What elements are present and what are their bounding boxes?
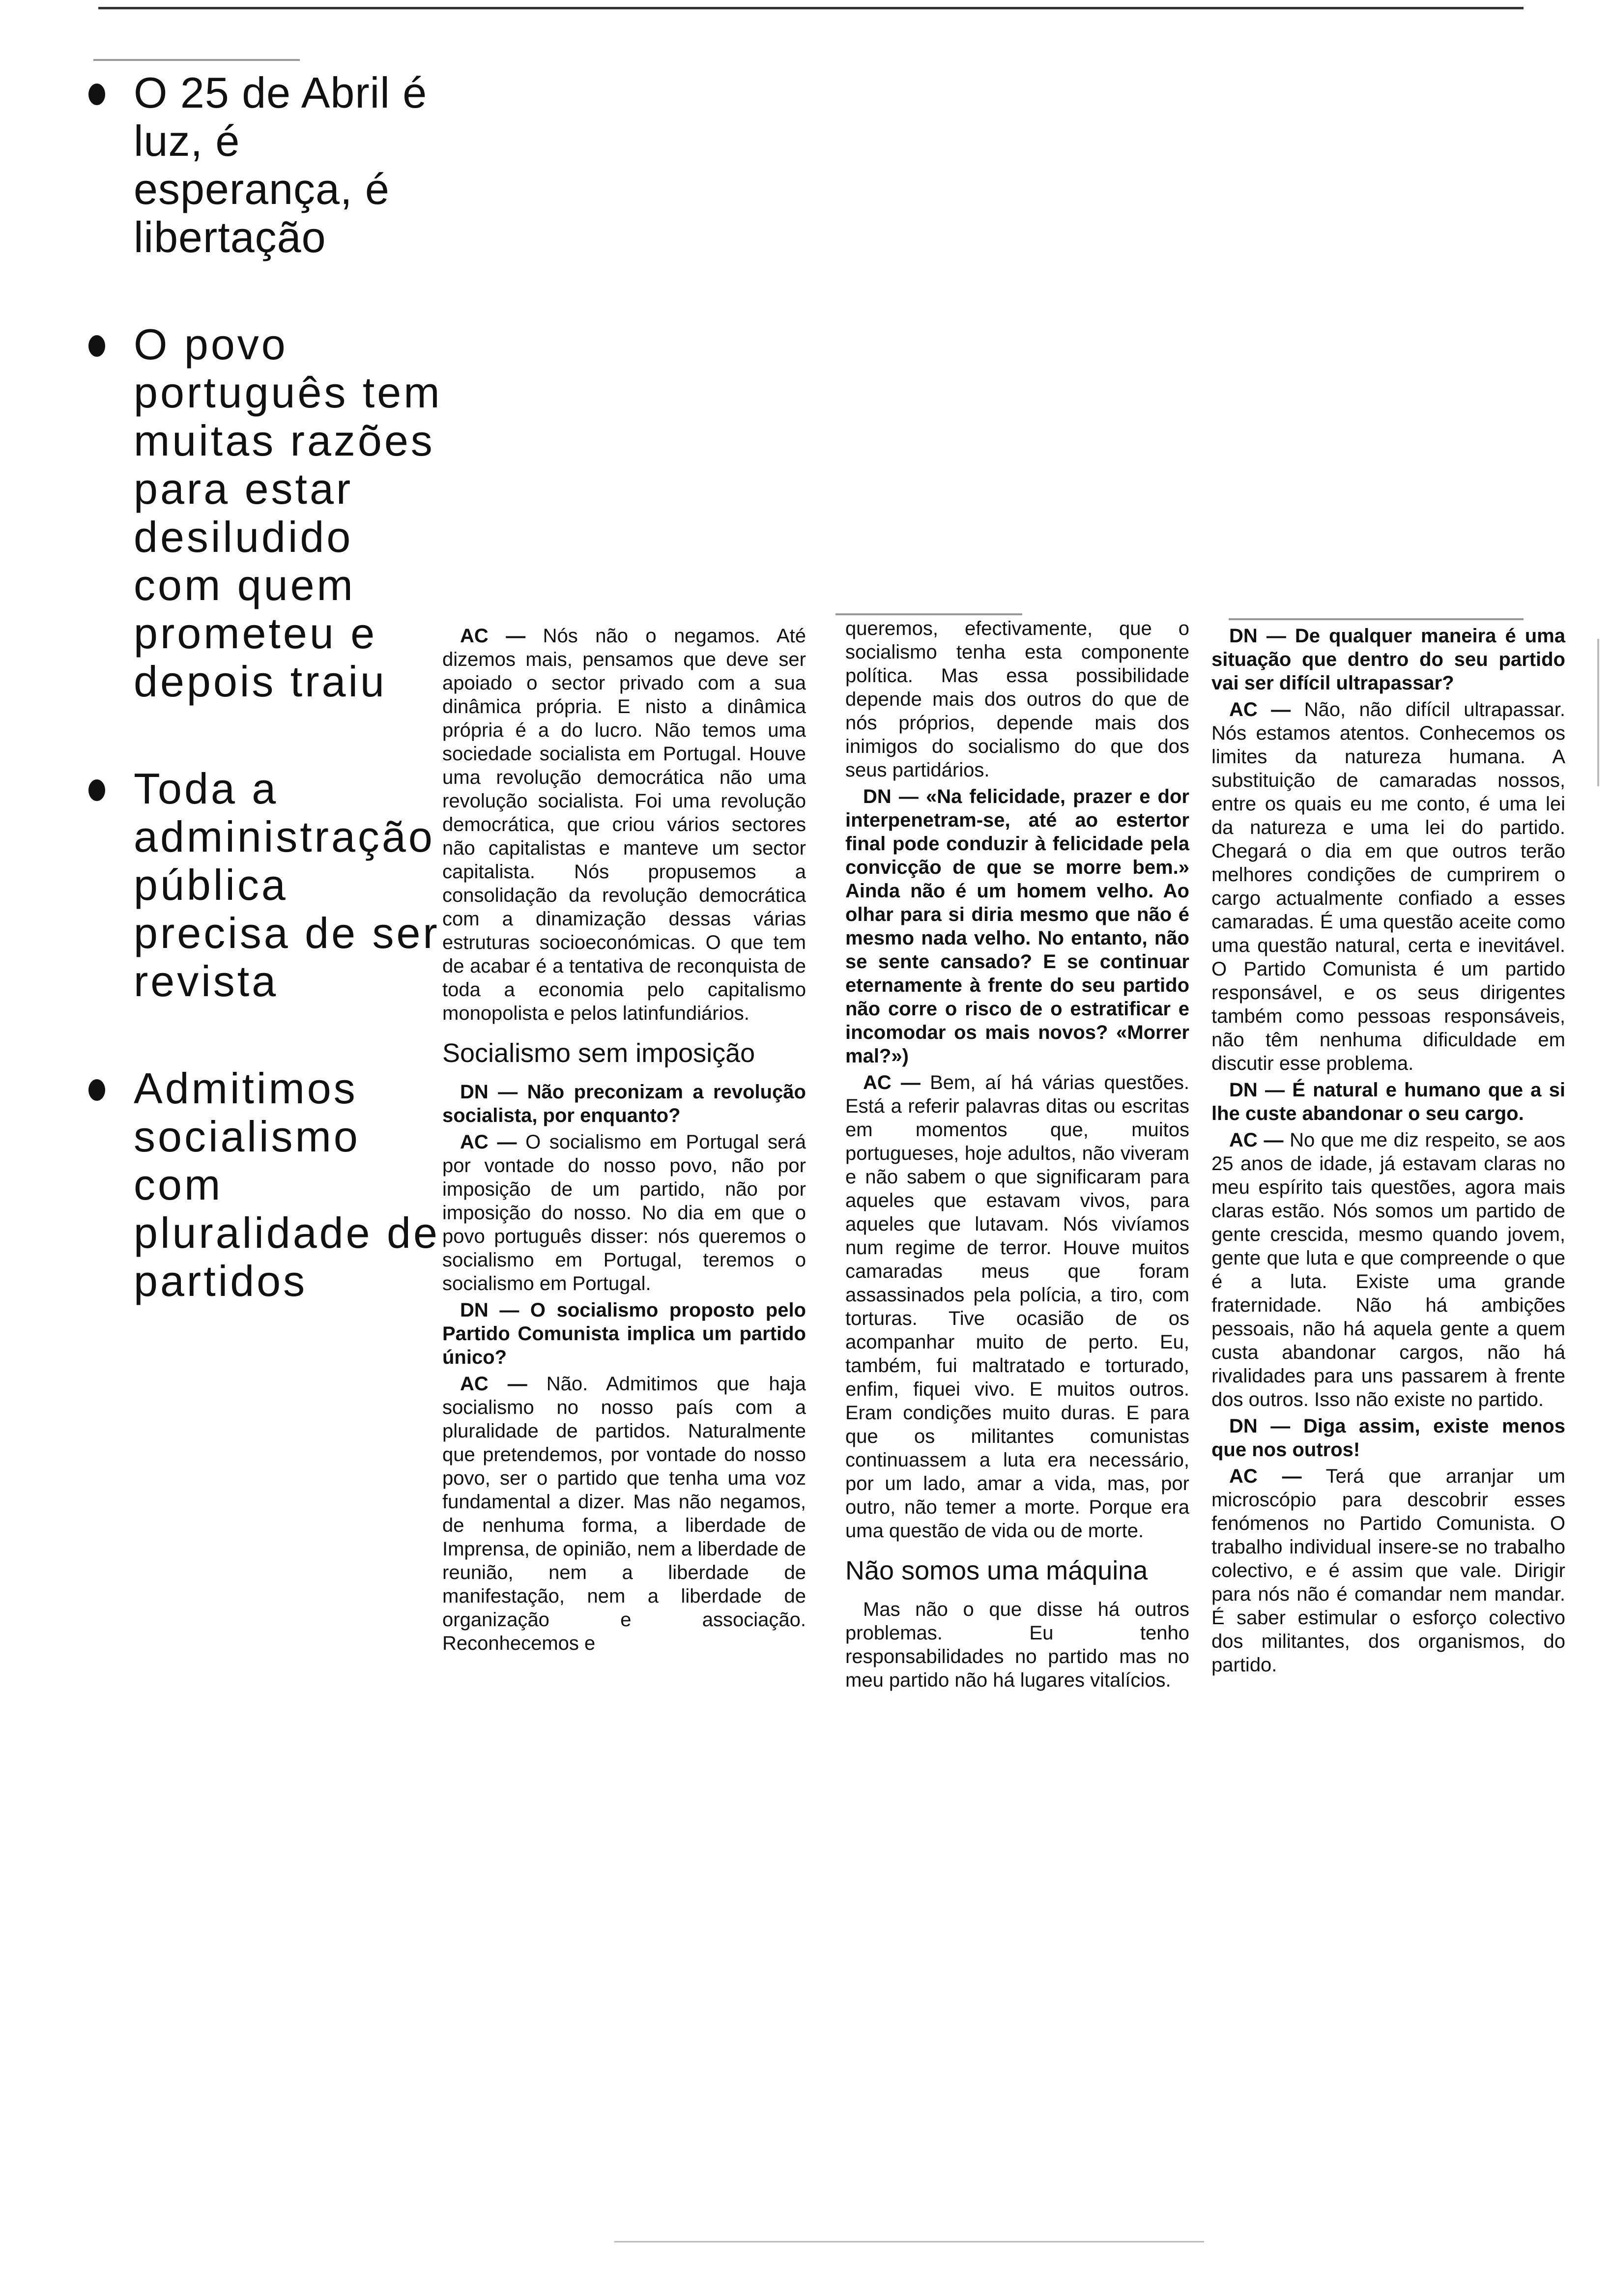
article-column-2 [845,617,1189,1695]
pull-quote [88,320,442,706]
question-paragraph [845,785,1189,1068]
scan-speck [835,613,1022,615]
answer-paragraph [442,1372,806,1655]
answer-text: Não. Admitimos que haja socialismo no nosso país com a pluralidade de partidos. Naturalmente que pretendemos, por vontade do nosso povo, ser o partido que tenha uma voz fundamental a dizer. Mas não negamos, de nenhuma forma, a liberdade de Imprensa, de opinião, nem a liberdade de reunião, nem a liberdade de manifestação, nem a liberdade de organização e associação. Reconhecemos e [442,1373,806,1654]
bullet-icon [88,84,105,105]
subheading: Não somos uma máquina [845,1556,1148,1585]
question-text: De qualquer maneira é uma situação que dentro do seu partido vai ser difícil ultrapassar? [1211,625,1565,694]
question-paragraph [442,1080,806,1127]
scan-speck [1229,618,1524,620]
speaker-label: AC — [1229,1465,1302,1487]
answer-paragraph [1211,1128,1565,1411]
speaker-label: AC — [460,1373,527,1395]
speaker-label: DN — [1229,1079,1285,1101]
pull-quote [88,1064,442,1305]
pull-quote [88,69,442,261]
speaker-label: DN — [1229,1415,1291,1437]
question-text: Diga assim, existe menos que nos outros! [1211,1415,1565,1461]
question-text: «Na felicidade, prazer e dor interpenetram-se, até ao estertor final pode conduzir à felicidade pela convicção de que se morre bem.» Ainda não é um homem velho. Ao olhar para si diria mesmo que não é mesmo nada velho. No entanto, não se sente cansado? E se continuar eternamente à frente do seu partido não corre o risco de o estratificar e incomodar os mais novos? «Morrer mal?») [845,786,1189,1067]
pull-quote-text: O 25 de Abril é luz, é esperança, é libertação [134,68,428,261]
question-paragraph [1211,1414,1565,1462]
question-paragraph [1211,624,1565,695]
body-paragraph: Mas não o que disse há outros problemas. Eu tenho responsabilidades no partido mas no meu partido não há lugares vitalícios. [845,1599,1189,1691]
pull-quote-text: O povo português tem muitas razões para estar desiludido com quem prometeu e depois traiu [134,320,442,706]
answer-text: Nós não o negamos. Até dizemos mais, pensamos que deve ser apoiado o sector privado com a sua dinâmica própria. E nisto a dinâmica própria é a do lucro. Não temos uma sociedade socialista em Portugal. Houve uma revolução democrática não uma revolução socialista. Foi uma revolução democrática, que criou vários sectores não capitalistas e manteve um sector capitalista. Nós propusemos a consolidação da revolução democrática com a dinamização dessas várias estruturas socioeconómicas. O que tem de acabar é a tentativa de reconquista de toda a economia pelo capitalismo monopolista e pelos latinfundiários. [442,625,806,1024]
speaker-label: AC — [1229,1129,1284,1151]
pull-quote-text: Toda a administração pública precisa de ser revista [134,764,440,1005]
question-text: O socialismo proposto pelo Partido Comunista implica um partido único? [442,1299,806,1368]
answer-paragraph [442,1130,806,1295]
answer-text: Bem, aí há várias questões. Está a referir palavras ditas ou escritas em momentos que, muitos portugueses, hoje adultos, não viveram e não sabem o que significaram para aqueles que estavam vivos, para aqueles que lutavam. Nós vivíamos num regime de terror. Houve muitos camaradas meus que foram assassinados pela polícia, a tiro, com torturas. Tive ocasião de os acompanhar muito de perto. Eu, também, fui maltratado e torturado, enfim, fiquei vivo. E muitos outros. Eram condições muito duras. E para que os militantes comunistas continuassem a luta era necessário, por um lado, amar a vida, mas, por outro, não temer a morte. Porque era uma questão de vida ou de morte. [845,1072,1189,1542]
continued-paragraph: queremos, efectivamente, que o socialismo tenha esta componente política. Mas essa possibilidade depende mais dos outros do que de nós próprios, depende mais dos inimigos do socialismo do que dos seus partidários. [845,618,1189,781]
question-paragraph [442,1298,806,1369]
subheading: Socialismo sem imposição [442,1038,755,1068]
speaker-label: DN — [460,1081,518,1103]
speaker-label: AC — [460,1131,517,1153]
pull-quote-text: Admitimos socialismo com pluralidade de partidos [134,1064,440,1305]
speaker-label: AC — [460,625,526,647]
scan-speck [93,59,300,61]
top-rule [98,7,1524,9]
answer-text: O socialismo em Portugal será por vontade do nosso povo, não por imposição de um partido, não por imposição do nosso. No dia em que o povo português disser: nós queremos o socialismo em Portugal, teremos o socialismo em Portugal. [442,1131,806,1294]
speaker-label: DN — [863,786,919,807]
answer-paragraph [1211,1464,1565,1677]
speaker-label: AC — [863,1072,921,1093]
scan-speck [1597,639,1599,786]
answer-paragraph [1211,698,1565,1075]
bullet-icon [88,1079,105,1101]
scan-speck [614,2241,1204,2242]
bullet-icon [88,335,105,357]
answer-paragraph [442,624,806,1025]
article-column-3 [1211,624,1565,1680]
pull-quote-column [88,69,442,1364]
answer-paragraph [845,1071,1189,1543]
speaker-label: DN — [460,1299,519,1321]
question-text: É natural e humano que a si lhe custe abandonar o seu cargo. [1211,1079,1565,1124]
answer-text: No que me diz respeito, se aos 25 anos de idade, já estavam claras no meu espírito tais questões, agora mais claras estão. Nós somos um partido de gente crescida, mesmo quando jovem, gente que luta e que compreende o que é a luta. Existe uma grande fraternidade. Não há ambições pessoais, não há aquela gente a quem custa abandonar cargos, não há rivalidades para uns passarem à frente dos outros. Isso não existe no partido. [1211,1129,1565,1410]
speaker-label: DN — [1229,625,1286,647]
bullet-icon [88,779,105,801]
article-column-1 [442,624,806,1658]
answer-text: Não, não difícil ultrapassar. Nós estamos atentos. Conhecemos os limites da natureza humana. A substituição de camaradas nossos, entre os quais eu me conto, é uma lei da natureza e uma lei do partido. Chegará o dia em que outros terão melhores condições de cumprirem o cargo actualmente confiado a esses camaradas. É uma questão aceite como uma questão natural, certa e inevitável. O Partido Comunista é um partido responsável, e os seus dirigentes também como pessoas responsáveis, não têm nenhuma dificuldade em discutir esse problema. [1211,699,1565,1074]
answer-text: Terá que arranjar um microscópio para descobrir esses fenómenos no Partido Comunista. O trabalho individual insere-se no trabalho colectivo, e é assim que vale. Dirigir para nós não é comandar nem mandar. É saber estimular o esforço colectivo dos militantes, dos organismos, do partido. [1211,1465,1565,1676]
question-text: Não preconizam a revolução socialista, por enquanto? [442,1081,806,1126]
speaker-label: AC — [1229,699,1291,720]
pull-quote [88,765,442,1005]
question-paragraph [1211,1078,1565,1125]
